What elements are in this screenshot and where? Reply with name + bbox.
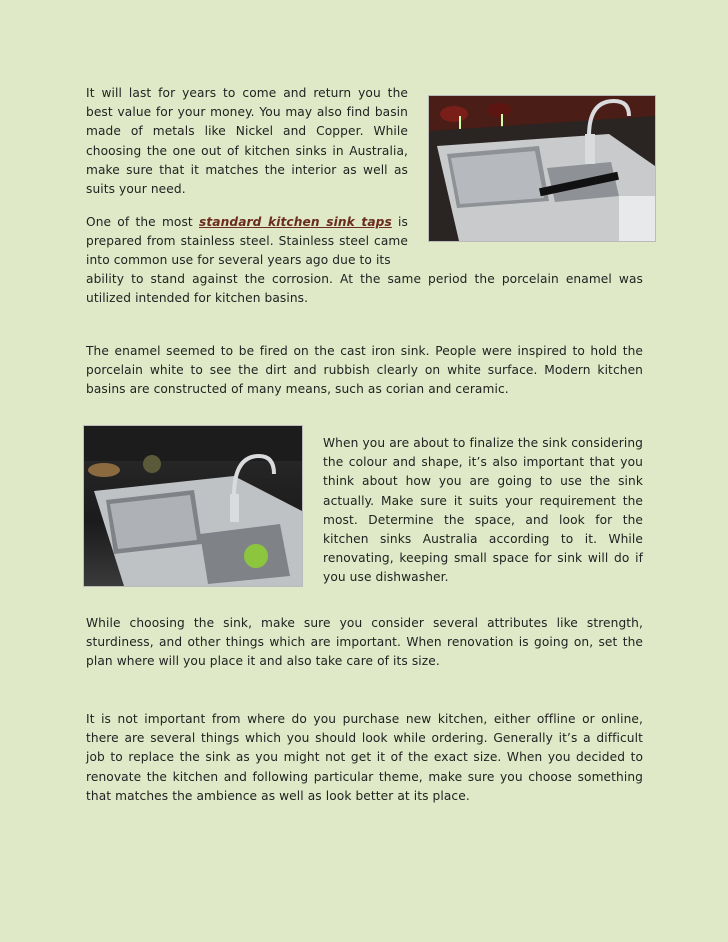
sink-with-basket-image — [83, 425, 303, 587]
paragraph-4: When you are about to finalize the sink considering the colour and shape, it’s also important that you think about how you are going to use the sink actually. Make sure it suits your requirement the most. Determine the space, and look for the kitchen sinks Australia according to it. While renovating, keeping small space for sink will do if you use dishwasher. — [323, 436, 643, 585]
paragraph-2 — [86, 213, 408, 271]
standard-kitchen-sink-taps-link[interactable]: standard kitchen sink taps — [199, 215, 392, 229]
double-sink-image — [428, 95, 656, 242]
paragraph-6: It is not important from where do you purchase new kitchen, either offline or online, there are several things which you should look while ordering. Generally it’s a difficult job to replace the sink as you might not get it of the exact size. When you decided to renovate the kitchen and following particular theme, make sure you choose something that matches the ambience as well as look better at its place. — [86, 712, 643, 803]
paragraph-3: The enamel seemed to be fired on the cast iron sink. People were inspired to hold the porcelain white to see the dirt and rubbish clearly on white surface. Modern kitchen basins are constructed of many means, such as corian and ceramic. — [86, 344, 643, 397]
paragraph-5: While choosing the sink, make sure you consider several attributes like strength, sturdiness, and other things which are important. When renovation is going on, set the plan where will you place it and also take care of its size. — [86, 616, 643, 669]
paragraph-2-end: ability to stand against the corrosion. At the same period the porcelain enamel was utilized intended for kitchen basins. — [86, 272, 643, 306]
paragraph-2-continued: is prepared from stainless steel. Stainless steel came into common use for several years ago due to its — [86, 215, 408, 268]
paragraph-1: It will last for years to come and return you the best value for your money. You may also find basin made of metals like Nickel and Copper. While choosing the one out of kitchen sinks in Australia, make sure that it matches the interior as well as suits your need. — [86, 86, 408, 197]
paragraph-2-lead: One of the most — [86, 215, 199, 229]
